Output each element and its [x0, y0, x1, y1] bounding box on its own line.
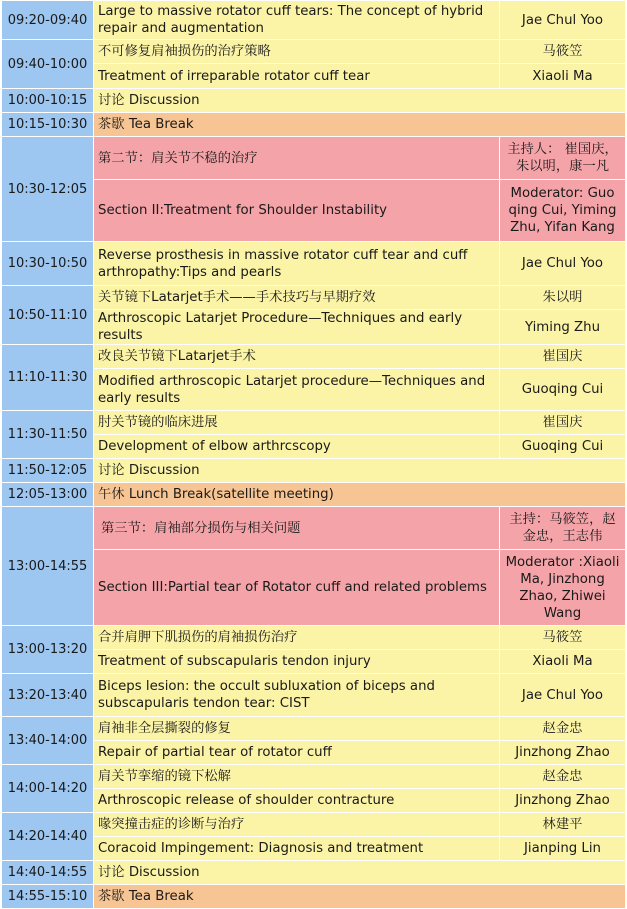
talk-title-cn: 肘关节镜的临床进展	[94, 411, 500, 435]
table-row	[2, 369, 626, 411]
talk-title-en: Modified arthroscopic Latarjet procedure—Techniques and early results	[94, 369, 500, 411]
speaker-name-en: Guoqing Cui	[500, 369, 626, 411]
table-row	[2, 507, 626, 550]
section-moderator-en: Moderator: Guo qing Cui, Yiming Zhu, Yifan Kang	[500, 180, 626, 242]
section-title-cn: 第三节：肩袖部分损伤与相关问题	[94, 507, 500, 550]
talk-title-cn: 改良关节镜下Latarjet手术	[94, 345, 500, 369]
table-row	[2, 310, 626, 345]
speaker-name-cn: 赵金忠	[500, 717, 626, 741]
schedule-table	[1, 0, 626, 909]
speaker-name-en: Guoqing Cui	[500, 435, 626, 459]
table-row	[2, 674, 626, 717]
section-host-cn: 主持：马筱笠，赵金忠，王志伟	[500, 507, 626, 550]
table-row	[2, 89, 626, 113]
discussion-label: 讨论 Discussion	[94, 459, 626, 483]
table-row	[2, 345, 626, 369]
talk-title-cn: 关节镜下Latarjet手术——手术技巧与早期疗效	[94, 286, 500, 310]
table-row	[2, 837, 626, 861]
table-row	[2, 1, 626, 40]
time-cell: 13:00-13:20	[2, 626, 94, 674]
table-row	[2, 40, 626, 64]
speaker-name-cn: 马筱笠	[500, 626, 626, 650]
table-row	[2, 137, 626, 180]
table-row	[2, 885, 626, 909]
talk-title-cn: 不可修复肩袖损伤的治疗策略	[94, 40, 500, 64]
table-row	[2, 113, 626, 137]
talk-title-cn: 喙突撞击症的诊断与治疗	[94, 813, 500, 837]
talk-title-cn: 肩袖非全层撕裂的修复	[94, 717, 500, 741]
table-row	[2, 550, 626, 626]
table-row	[2, 483, 626, 507]
table-row	[2, 650, 626, 674]
table-row	[2, 459, 626, 483]
table-row	[2, 180, 626, 242]
time-cell: 14:40-14:55	[2, 861, 94, 885]
table-row	[2, 411, 626, 435]
talk-title-en: Arthroscopic Latarjet Procedure—Techniques and early results	[94, 310, 500, 345]
time-cell: 11:10-11:30	[2, 345, 94, 411]
time-cell: 14:20-14:40	[2, 813, 94, 861]
table-row	[2, 242, 626, 286]
time-cell: 09:20-09:40	[2, 1, 94, 40]
time-cell: 10:30-12:05	[2, 137, 94, 242]
time-cell: 10:50-11:10	[2, 286, 94, 345]
discussion-label: 讨论 Discussion	[94, 89, 626, 113]
time-cell: 13:40-14:00	[2, 717, 94, 765]
talk-title-en: Treatment of subscapularis tendon injury	[94, 650, 500, 674]
table-row	[2, 789, 626, 813]
table-row	[2, 741, 626, 765]
speaker-name-en: Jianping Lin	[500, 837, 626, 861]
talk-title-cn: 肩关节挛缩的镜下松解	[94, 765, 500, 789]
speaker-name-cn: 朱以明	[500, 286, 626, 310]
time-cell: 11:30-11:50	[2, 411, 94, 459]
talk-title-cn: 合并肩胛下肌损伤的肩袖损伤治疗	[94, 626, 500, 650]
speaker-name-cn: 马筱笠	[500, 40, 626, 64]
table-row	[2, 435, 626, 459]
time-cell: 14:55-15:10	[2, 885, 94, 909]
section-title-en: Section II:Treatment for Shoulder Instability	[94, 180, 500, 242]
speaker-name-cn: 崔国庆	[500, 411, 626, 435]
talk-title: Biceps lesion: the occult subluxation of biceps and subscapularis tendon tear: CIST	[94, 674, 500, 717]
table-row	[2, 765, 626, 789]
talk-title-en: Repair of partial tear of rotator cuff	[94, 741, 500, 765]
break-label: 午休 Lunch Break(satellite meeting)	[94, 483, 626, 507]
table-row	[2, 717, 626, 741]
talk-title-en: Development of elbow arthrcscopy	[94, 435, 500, 459]
speaker-name: Jae Chul Yoo	[500, 674, 626, 717]
speaker-name-en: Jinzhong Zhao	[500, 741, 626, 765]
talk-title: Large to massive rotator cuff tears: The concept of hybrid repair and augmentation	[94, 1, 500, 40]
discussion-label: 讨论 Discussion	[94, 861, 626, 885]
speaker-name-cn: 赵金忠	[500, 765, 626, 789]
time-cell: 10:30-10:50	[2, 242, 94, 286]
speaker-name-cn: 崔国庆	[500, 345, 626, 369]
table-row	[2, 861, 626, 885]
talk-title-en: Treatment of irreparable rotator cuff tear	[94, 64, 500, 89]
break-label: 茶歇 Tea Break	[94, 885, 626, 909]
speaker-name-cn: 林建平	[500, 813, 626, 837]
talk-title-en: Arthroscopic release of shoulder contracture	[94, 789, 500, 813]
speaker-name-en: Xiaoli Ma	[500, 64, 626, 89]
talk-title: Reverse prosthesis in massive rotator cuff tear and cuff arthropathy:Tips and pearls	[94, 242, 500, 286]
speaker-name: Jae Chul Yoo	[500, 242, 626, 286]
time-cell: 13:20-13:40	[2, 674, 94, 717]
time-cell: 11:50-12:05	[2, 459, 94, 483]
speaker-name: Jae Chul Yoo	[500, 1, 626, 40]
speaker-name-en: Jinzhong Zhao	[500, 789, 626, 813]
table-row	[2, 813, 626, 837]
time-cell: 13:00-14:55	[2, 507, 94, 626]
time-cell: 09:40-10:00	[2, 40, 94, 89]
table-row	[2, 64, 626, 89]
table-row	[2, 286, 626, 310]
time-cell: 10:15-10:30	[2, 113, 94, 137]
break-label: 茶歇 Tea Break	[94, 113, 626, 137]
time-cell: 14:00-14:20	[2, 765, 94, 813]
speaker-name-en: Yiming Zhu	[500, 310, 626, 345]
section-host-cn: 主持人： 崔国庆，朱以明，康一凡	[500, 137, 626, 180]
table-row	[2, 626, 626, 650]
section-title-en: Section III:Partial tear of Rotator cuff and related problems	[94, 550, 500, 626]
section-title-cn: 第二节：肩关节不稳的治疗	[94, 137, 500, 180]
time-cell: 12:05-13:00	[2, 483, 94, 507]
section-moderator-en: Moderator :Xiaoli Ma, Jinzhong Zhao, Zhiwei Wang	[500, 550, 626, 626]
speaker-name-en: Xiaoli Ma	[500, 650, 626, 674]
time-cell: 10:00-10:15	[2, 89, 94, 113]
talk-title-en: Coracoid Impingement: Diagnosis and treatment	[94, 837, 500, 861]
